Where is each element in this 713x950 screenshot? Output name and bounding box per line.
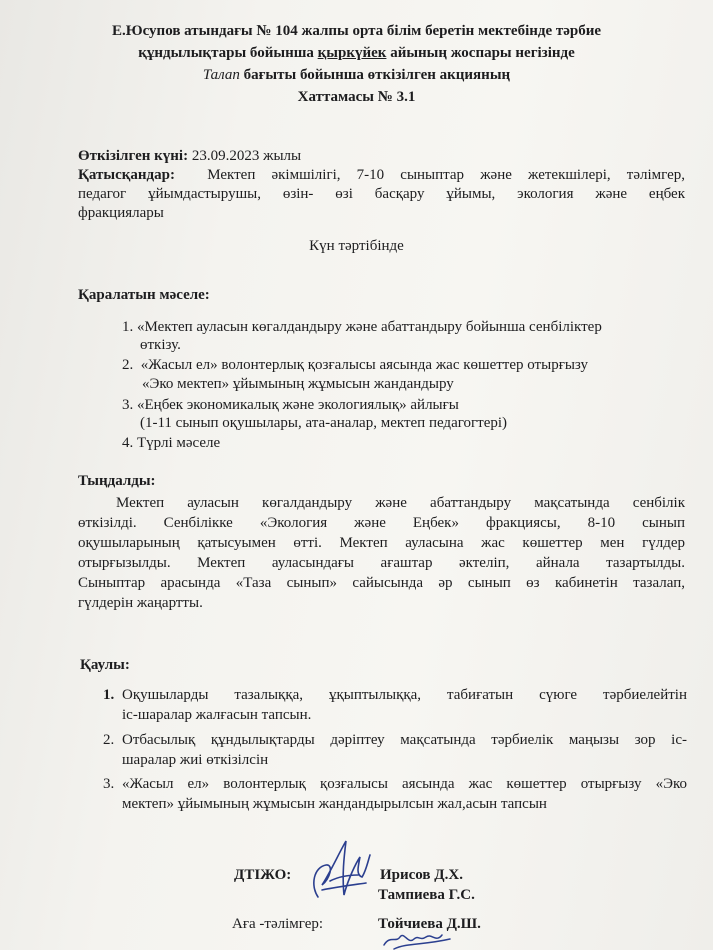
heard-line-2: өткізілді. Сенбілікке «Экология және Еңбек» фракциясы, 8-10 сынып [78, 515, 685, 531]
direction-name: Талап [202, 67, 240, 83]
heard-line-1: Мектеп ауласын көгалдандыру және абаттандыру мақсатында сенбілік [116, 495, 685, 511]
decision-1-num: 1. [103, 687, 115, 703]
heard-title: Тыңдалды: [78, 473, 156, 489]
decisions-title: Қаулы: [80, 657, 130, 673]
participants-line-3: фракциялары [78, 205, 164, 221]
agenda-item-3-cont: (1-11 сынып оқушылары, ата-аналар, мектеп педагогтері) [140, 415, 508, 431]
agenda-item-3: 3. «Еңбек экономикалық және экологиялық» айлығы [122, 397, 459, 413]
signer-name-3: Тойчиева Д.Ш. [378, 916, 481, 932]
decision-3-line-1: «Жасыл ел» волонтерлық қозғалысы аясында жас көшеттер отырғызу «Эко [122, 776, 687, 792]
signer-name-2: Тампиева Г.С. [378, 887, 475, 903]
decision-1-line-2: іс-шаралар жалғасын тапсын. [122, 707, 312, 723]
agenda-item-1-cont: өткізу. [140, 337, 181, 353]
heard-line-3: оқушыларының қатысуымен өтті. Мектеп ауласына жас көшеттер мен гүлдер [78, 535, 685, 551]
heard-line-4: отырғызылды. Мектеп ауласындағы ағаштар әктеліп, айнала тазартылды. [78, 555, 685, 571]
decision-2-num: 2. [103, 732, 115, 748]
agenda-item-4: 4. Түрлі мәселе [122, 435, 221, 451]
issue-label: Қаралатын мәселе: [78, 287, 210, 303]
header-line-1: Е.Юсупов атындағы № 104 жалпы орта білім беретін мектебінде тәрбие [111, 23, 602, 39]
agenda-item-1: 1. «Мектеп ауласын көгалдандыру және абаттандыру бойынша сенбіліктер [122, 319, 602, 335]
participants-line-2: педагог ұйымдастырушы, өзін- өзі басқару ұйымы, экология және еңбек [78, 186, 685, 202]
agenda-item-2: 2. «Жасыл ел» волонтерлық қозғалысы аясында жас көшеттер отырғызу [122, 357, 589, 373]
decision-3-line-2: мектеп» ұйымының жұмысын жандандырылсын жал,асын тапсын [122, 796, 547, 812]
decision-2-line-2: шаралар жиі өткізілсін [122, 752, 269, 768]
role-deputy-director: ДТІЖО: [234, 867, 292, 883]
agenda-item-2-cont: «Эко мектеп» ұйымының жұмысын жандандыру [142, 376, 454, 392]
handwritten-signature-2 [380, 925, 460, 950]
header-line-3: Талап бағыты бойынша өткізілген акцияның [202, 67, 511, 83]
header-line-2: құндылықтары бойынша қыркүйек айының жоспары негізінде [138, 45, 575, 61]
decision-1-line-1: Оқушыларды тазалыққа, ұқыптылыққа, табиғатын сүюге тәрбиелейтін [122, 687, 687, 703]
heard-line-5: Сыныптар арасында «Таза сынып» сайысында әр сынып өз кабинетін тазалап, [78, 575, 685, 591]
agenda-title: Күн тәртібінде [309, 238, 404, 254]
protocol-number: Хаттамасы № 3.1 [297, 89, 416, 105]
handwritten-signature-1 [300, 835, 380, 910]
date-line: Өткізілген күні: 23.09.2023 жылы [78, 148, 302, 164]
decision-2-line-1: Отбасылық құндылықтарды дәріптеу мақсатында тәрбиелік маңызы зор іс- [122, 732, 687, 748]
participants-line-1: Қатысқандар: Мектеп әкімшілігі, 7-10 сыныптар және жетекшілері, тәлімгер, [78, 167, 686, 183]
heard-line-6: гүлдерін жаңартты. [78, 595, 203, 611]
signer-name-1: Ирисов Д.Х. [380, 867, 463, 883]
month-underlined: қыркүйек [317, 45, 387, 61]
decision-3-num: 3. [103, 776, 115, 792]
role-senior-leader: Аға -тәлімгер: [232, 916, 324, 932]
